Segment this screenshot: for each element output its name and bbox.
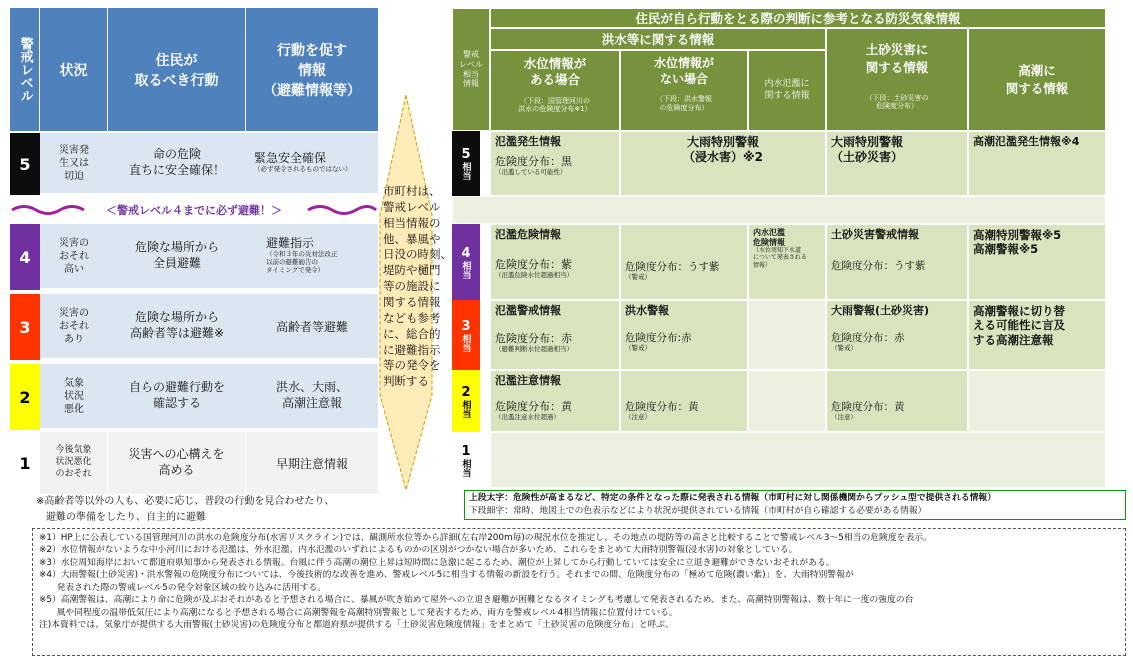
- action-5: 命の危険 直ちに安全確保！: [108, 133, 246, 195]
- level-3-cell: 3: [10, 294, 40, 360]
- legend-lower: 下段細字：常時、地図上での色表示などにより状況が提供されている情報（市町村が自ら確認する必要がある情報）: [469, 505, 927, 516]
- level-1-cell: 1: [10, 432, 40, 494]
- info-4-text: 避難指示: [266, 236, 315, 250]
- storm-header: 高潮に 関する情報: [968, 28, 1106, 131]
- r4-col-e: 高潮特別警報※5 高潮警報※5: [968, 224, 1106, 300]
- sediment-sub: （下段：土砂災害の 危険度分布）: [865, 94, 929, 111]
- flood-header: 洪水等に関する情報: [490, 28, 826, 50]
- situation-4: 災害の おそれ 高い: [40, 224, 108, 290]
- col-a-sub: （下段：国管理河川の 洪水の危険度分布※1）: [518, 96, 592, 113]
- r2-a-note: （氾濫注意水位超過）: [495, 412, 560, 421]
- col-b-header: [620, 50, 748, 131]
- r5-a-title: 氾濫発生情報: [495, 135, 561, 148]
- r3-a-note: （避難判断水位超過相当）: [495, 344, 573, 353]
- r2-b-low: 危険度分布：黄: [625, 401, 699, 413]
- info-5-note: （必ず発令されるものではない）: [254, 165, 352, 173]
- r2-col-b: [620, 370, 748, 432]
- r5-col-a: [490, 131, 620, 196]
- r5-col-d: 大雨特別警報 （土砂災害）: [826, 131, 968, 196]
- col-b-title: 水位情報が ない場合: [653, 56, 714, 86]
- right-level-3: [452, 300, 480, 370]
- right-level-4: [452, 224, 480, 300]
- r4-a-title: 氾濫危険情報: [495, 228, 561, 241]
- r3-a-low: 危険度分布：赤: [495, 331, 572, 345]
- info-4-note: （令和３年の災対法改正 以前の避難勧告の タイミングで発令）: [266, 250, 338, 274]
- r5-col-bc: 大雨特別警報 （浸水害）※2: [620, 131, 826, 196]
- note-6: 注)本資料では、気象庁が提供する大雨警報(土砂災害)の危険度分布と都道府県が提供する「土砂災害危険度情報」をまとめて「土砂災害の危険度分布」と呼ぶ。: [39, 620, 675, 631]
- header-info: 行動を促す 情報 （避難情報等）: [246, 8, 378, 131]
- right-title: 住民が自ら行動をとる際の判断に参考となる防災気象情報: [490, 8, 1106, 28]
- note-1: ※1）HP上に公表している国管理河川の洪水の危険度分布(水害リスクライン)では、観測所水位等から詳細(左右岸200m毎)の現況水位を推定し、その地点の堤防等の高さと比較することで警戒レベル3～5相当の危険度を表示。: [39, 533, 932, 543]
- r1-empty: [490, 432, 1106, 488]
- r3-col-b: [620, 300, 748, 370]
- right-level-1-num: 1: [461, 443, 471, 459]
- r3-col-e: 高潮警報に切り替 える可能性に言及 する高潮注意報: [968, 300, 1106, 370]
- r4-col-d: [826, 224, 968, 300]
- r4-d-low: 危険度分布：うす紫: [831, 259, 926, 272]
- header-level: 警戒レベル: [10, 8, 40, 131]
- level-4-cell: 4: [10, 224, 40, 290]
- action-3: 危険な場所から 高齢者等は避難※: [108, 294, 246, 360]
- right-level-2-suffix: 相当: [460, 399, 471, 418]
- r5-a-low: 危険度分布：黒: [495, 154, 572, 168]
- left-footnote: ※高齢者等以外の人も、必要に応じ、普段の行動を見合わせたり、 避難の準備をしたり、自主的に避難: [36, 496, 335, 523]
- r4-a-low: 危険度分布：紫: [495, 257, 572, 271]
- sediment-title: 土砂災害に 関する情報: [865, 42, 929, 75]
- r2-col-a: [490, 370, 620, 432]
- right-level-4-suffix: 相当: [460, 260, 471, 279]
- r4-col-c: [748, 224, 826, 300]
- legend-upper: 上段太字：危険性が高まるなど、特定の条件となった際に発表される情報（市町村に対し関係機関からプッシュ型で提供される情報）: [469, 493, 997, 503]
- right-level-5-suffix: 相当: [460, 162, 471, 180]
- r3-col-a: [490, 300, 620, 370]
- info-1: 早期注意情報: [246, 432, 378, 494]
- left-table: [10, 8, 378, 486]
- r5-col-e: 高潮氾濫発生情報※4: [968, 131, 1106, 196]
- col-a-title: 水位情報が ある場合: [523, 56, 587, 88]
- right-level-3-num: 3: [461, 318, 471, 334]
- notes-box: [32, 528, 1126, 656]
- r3-d-low: 危険度分布：赤: [831, 331, 905, 344]
- info-3: 高齢者等避難: [246, 294, 378, 360]
- action-2: 自らの避難行動を 確認する: [108, 364, 246, 430]
- header-action: 住民が 取るべき行動: [108, 8, 246, 131]
- r4-d-title: 土砂災害警戒情報: [831, 228, 919, 241]
- r3-col-c: [748, 300, 826, 370]
- r4-c-title: 内水氾濫 危険情報: [753, 228, 785, 247]
- r2-col-d: [826, 370, 968, 432]
- r3-b-title: 洪水警報: [625, 304, 669, 317]
- r3-a-title: 氾濫警戒情報: [495, 304, 561, 317]
- info-2: 洪水、大雨、 高潮注意報: [246, 364, 378, 430]
- info-5-text: 緊急安全確保: [254, 151, 327, 165]
- right-level-1: [452, 432, 480, 488]
- r2-col-c: [748, 370, 826, 432]
- col-c-header: 内水氾濫に 関する情報: [748, 50, 826, 131]
- right-level-4-num: 4: [461, 245, 471, 261]
- note-5: ※5）高潮警報は、高潮により命に危険が及ぶおそれがあると予想される場合に、暴風が吹き始めて屋外への立退き避難が困難となるタイミングも考慮して発表されるため、また、高潮特別警報は、数十年に一度の強度の台 風や同程度の温帯低気圧により高潮になると予想される場合に高潮警報を高潮特別警報として発表するため、両方を警戒レベル4相当情報に位置付けている。: [39, 595, 914, 618]
- level-2-cell: 2: [10, 364, 40, 430]
- info-4: [246, 224, 378, 290]
- right-level-1-suffix: 相当: [460, 458, 471, 477]
- note-2: ※2）水位情報がないような中小河川における氾濫は、外水氾濫、内水氾濫のいずれによるものかの区別がつかない場合が多いため、これらをまとめて大雨特別警報(浸水害)の対象としている。: [39, 545, 798, 556]
- action-1: 災害への心構えを 高める: [108, 432, 246, 494]
- r4-b-low: 危険度分布：うす紫: [625, 261, 720, 273]
- r3-col-d: [826, 300, 968, 370]
- right-level-2: [452, 370, 480, 432]
- right-level-5: [452, 131, 480, 196]
- must-evacuate-banner: [10, 200, 378, 220]
- info-5: [246, 133, 378, 195]
- action-4: 危険な場所から 全員避難: [108, 224, 246, 290]
- r3-b-note: （警戒）: [625, 343, 651, 352]
- r2-d-note: （注意）: [831, 413, 857, 422]
- middle-text: 市町村は、 警戒レベル 相当情報の 他、暴風や 日没の時刻、 堤防や樋門 等の施設に 関する情報 なども参考 に、総合的 に避難指示 等の発令を 判断する: [383, 184, 452, 389]
- banner-text: ＜警戒レベル４までに必ず避難！＞: [106, 204, 282, 217]
- right-level-5-num: 5: [461, 147, 471, 162]
- r4-a-note: （氾濫危険水位超過相当）: [495, 270, 573, 279]
- r2-a-title: 氾濫注意情報: [495, 374, 561, 387]
- r4-col-b: [620, 224, 748, 300]
- note-4: ※4）大雨警報(土砂災害)・洪水警報の危険度分布については、今後技術的な改善を進め、警戒レベル5に相当する情報の新設を行う。それまでの間、危険度分布の「極めて危険(濃い紫)」を、大雨特別警報が 発表された際の警戒レベル5の発令対象区域の絞り込みに活用する。: [39, 570, 854, 593]
- situation-3: 災害の おそれ あり: [40, 294, 108, 360]
- r4-c-note: （水位周知下水道 について発表される 情報）: [753, 247, 807, 269]
- r2-a-low: 危険度分布：黄: [495, 399, 572, 413]
- level-5-cell: 5: [10, 133, 40, 195]
- right-spacer-row: [452, 196, 1106, 224]
- situation-1: 今後気象 状況悪化 のおそれ: [40, 432, 108, 494]
- r2-col-e: [968, 370, 1106, 432]
- col-a-header: [490, 50, 620, 131]
- situation-5: 災害発 生又は 切迫: [40, 133, 108, 195]
- sediment-header: [826, 28, 968, 131]
- r5-a-note: （氾濫している可能性）: [495, 167, 567, 176]
- situation-2: 気象 状況 悪化: [40, 364, 108, 430]
- right-level-header: 警戒 レベル 相当 情報: [452, 8, 490, 131]
- header-situation: 状況: [40, 8, 108, 131]
- legend-box: [464, 490, 1126, 520]
- right-level-2-num: 2: [461, 384, 471, 400]
- r4-col-a: [490, 224, 620, 300]
- r4-b-note: （警戒）: [625, 273, 651, 282]
- r2-b-note: （注意）: [625, 413, 651, 422]
- r3-b-low: 危険度分布:赤: [625, 331, 692, 344]
- right-table: [452, 8, 1106, 488]
- col-b-sub: （下段：洪水警報 の危険度分布）: [656, 95, 712, 112]
- r2-d-low: 危険度分布：黄: [831, 401, 905, 413]
- right-level-3-suffix: 相当: [460, 333, 471, 352]
- r3-d-title: 大雨警報(土砂災害): [831, 304, 930, 317]
- r3-d-note: （警戒）: [831, 343, 857, 352]
- note-3: ※3）水位周知海岸において都道府県知事から発表される情報。台風に伴う高潮の潮位上昇は短時間に急激に起こるため、潮位が上昇してから行動していては安全に立退き避難ができないおそれがある。: [39, 557, 835, 568]
